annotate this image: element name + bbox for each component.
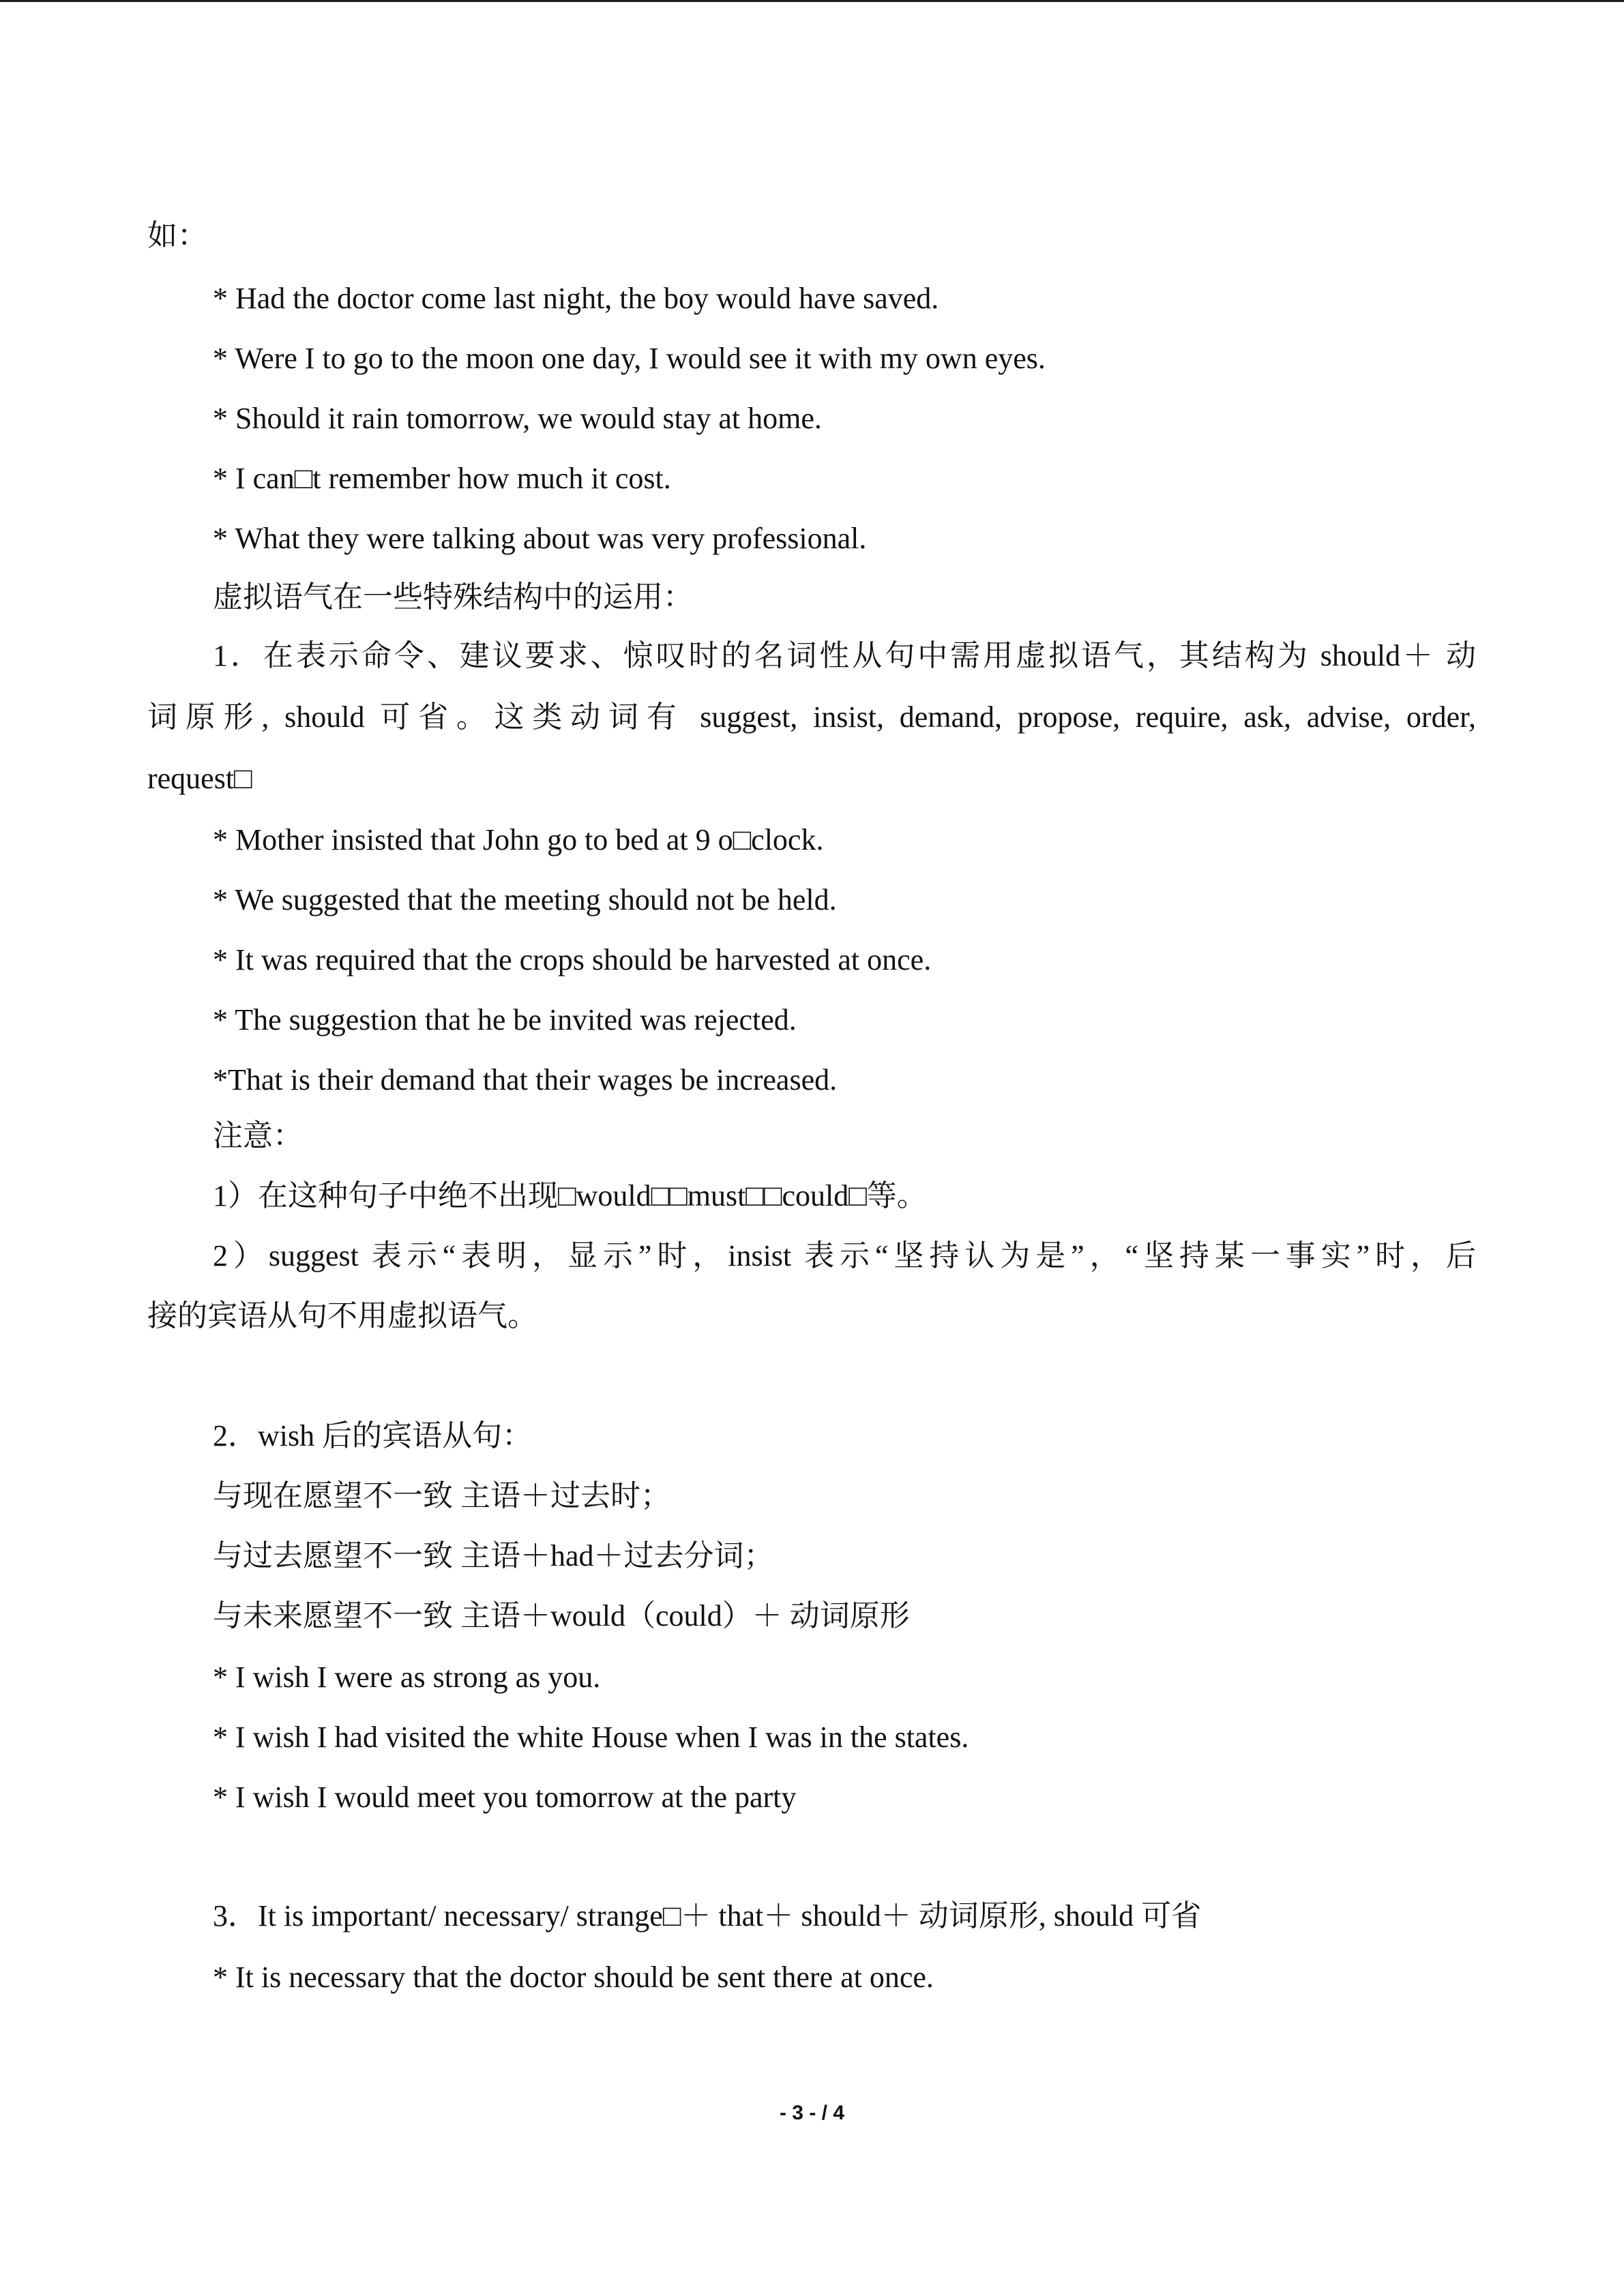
top-border xyxy=(0,0,1624,2)
section-heading: 3．It is important/ necessary/ strange□＋ that＋ should＋ 动词原形, should 可省 xyxy=(213,1899,1202,1933)
example-sentence: * It is necessary that the doctor should be sent there at once. xyxy=(213,1960,934,1994)
example-sentence: * We suggested that the meeting should not be held. xyxy=(213,883,837,916)
note-item: 2）suggest 表示“表明，显示”时，insist 表示“坚持认为是”，“坚持某一事实”时，后 xyxy=(213,1239,1476,1272)
example-sentence: * I wish I were as strong as you. xyxy=(213,1660,601,1694)
rule-paragraph-line: request□ xyxy=(147,762,252,795)
note-item: 接的宾语从句不用虚拟语气。 xyxy=(147,1299,537,1332)
rule-paragraph-line: 1．在表示命令、建议要求、惊叹时的名词性从句中需用虚拟语气，其结构为 should＋ 动 xyxy=(213,639,1476,672)
example-sentence: * I wish I had visited the white House when I was in the states. xyxy=(213,1720,969,1754)
text-line-intro: 如： xyxy=(147,219,207,252)
example-sentence: * What they were talking about was very professional. xyxy=(213,522,867,555)
example-sentence: * I can□t remember how much it cost. xyxy=(213,462,671,495)
example-sentence: * The suggestion that he be invited was rejected. xyxy=(213,1003,797,1037)
example-sentence: * Should it rain tomorrow, we would stay at home. xyxy=(213,402,822,435)
rule-line: 与过去愿望不一致 主语＋had＋过去分词； xyxy=(213,1539,774,1572)
example-sentence: * Mother insisted that John go to bed at 9 o□clock. xyxy=(213,823,824,856)
rule-line: 与未来愿望不一致 主语＋would（could）＋ 动词原形 xyxy=(213,1599,910,1632)
example-sentence: * Were I to go to the moon one day, I would see it with my own eyes. xyxy=(213,342,1046,375)
section-heading: 2．wish 后的宾语从句： xyxy=(213,1419,533,1452)
rule-line: 与现在愿望不一致 主语＋过去时； xyxy=(213,1479,670,1512)
note-heading: 注意： xyxy=(213,1119,303,1152)
example-sentence: * It was required that the crops should be harvested at once. xyxy=(213,943,932,976)
page-number: - 3 - / 4 xyxy=(779,2102,845,2124)
section-heading: 虚拟语气在一些特殊结构中的运用： xyxy=(213,580,693,614)
rule-paragraph-line: 词原形, should 可省。这类动词有 suggest, insist, demand, propose, require, ask, advise, order, xyxy=(147,700,1476,734)
example-sentence: * I wish I would meet you tomorrow at the party xyxy=(213,1780,797,1814)
example-sentence: * Had the doctor come last night, the boy would have saved. xyxy=(213,282,939,315)
example-sentence: *That is their demand that their wages be increased. xyxy=(213,1063,838,1097)
note-item: 1）在这种句子中绝不出现□would□□must□□could□等。 xyxy=(213,1179,927,1212)
